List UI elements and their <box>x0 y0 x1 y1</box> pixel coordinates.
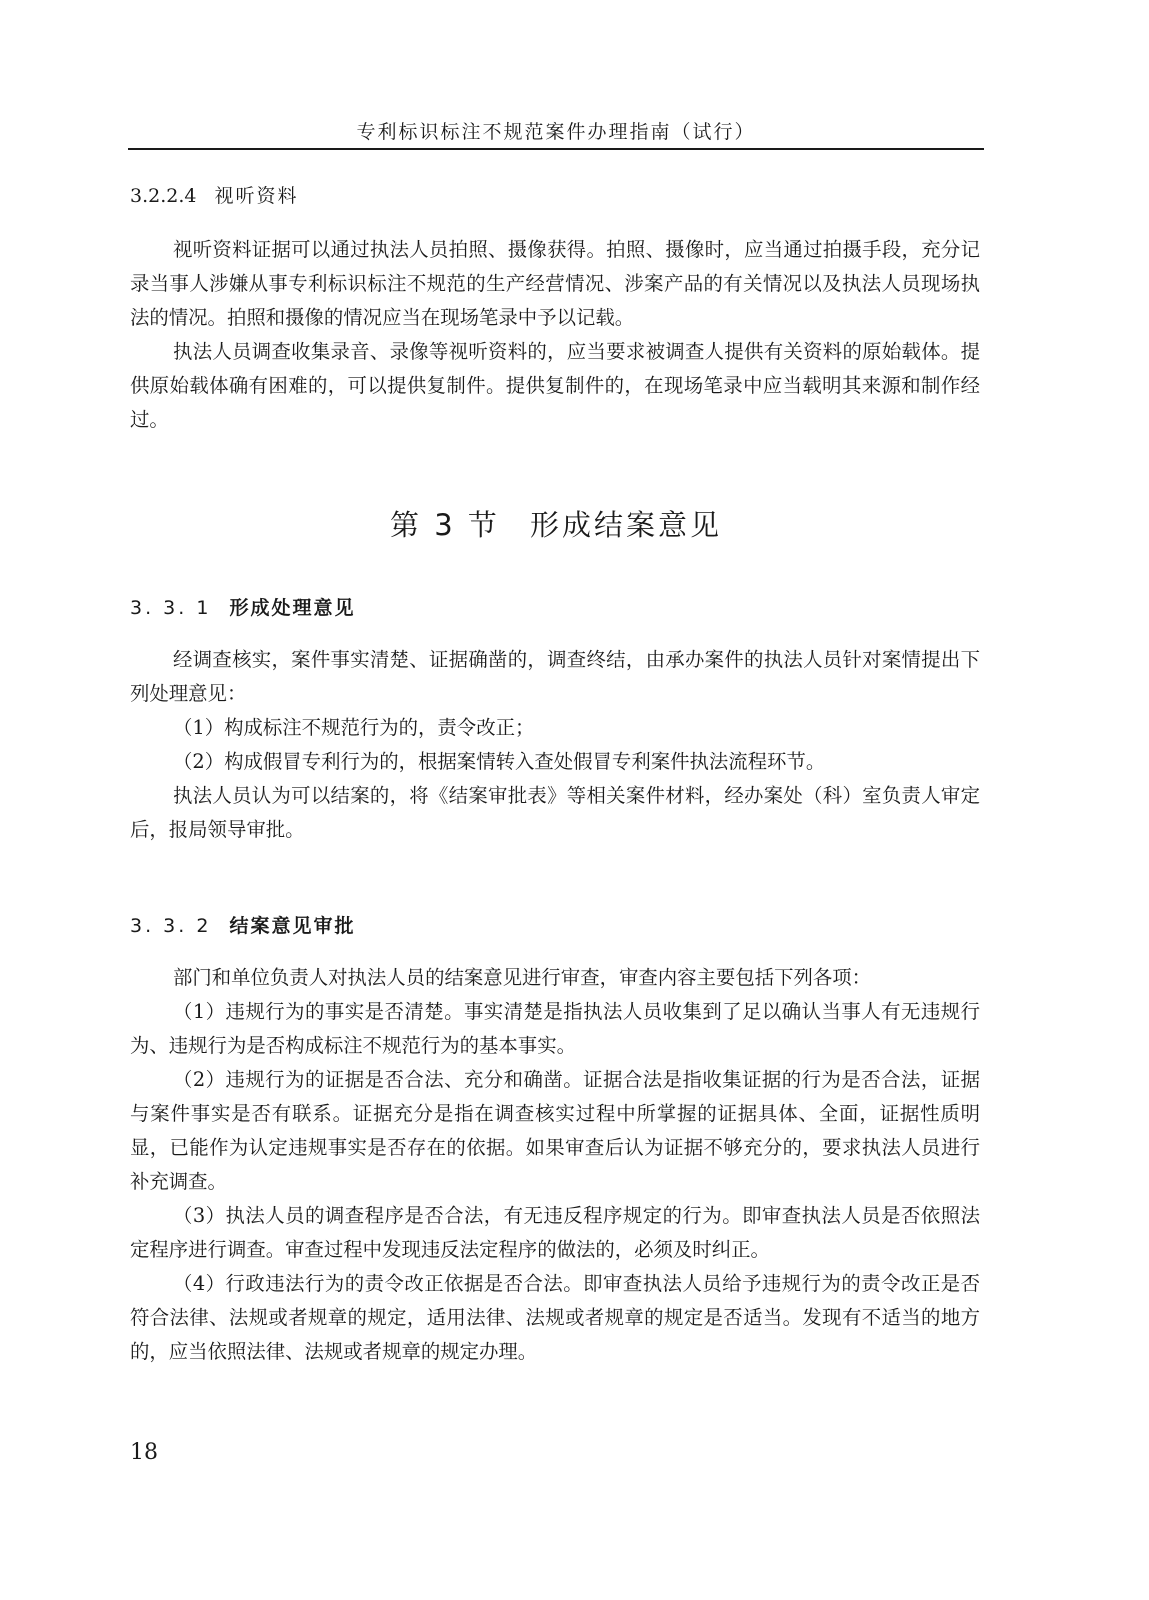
list-item: （4）行政违法行为的责令改正依据是否合法。即审查执法人员给予违规行为的责令改正是否符合法律、法规或者规章的规定，适用法律、法规或者规章的规定是否适当。发现有不适当的地方的，应当依照法律、法规或者规章的规定办理。 <box>130 1272 980 1363</box>
paragraph: 执法人员调查收集录音、录像等视听资料的，应当要求被调查人提供有关资料的原始载体。提供原始载体确有困难的，可以提供复制件。提供复制件的，在现场笔录中应当载明其来源和制作经过。 <box>130 340 980 431</box>
heading-3-3-1 <box>130 594 355 622</box>
section-3-3-2-body <box>130 961 980 1369</box>
heading-title: 结案意见审批 <box>229 915 356 937</box>
heading-number: 3. 3. 2 <box>130 915 212 937</box>
paragraph: 部门和单位负责人对执法人员的结案意见进行审查，审查内容主要包括下列各项： <box>173 966 872 989</box>
heading-title: 形成处理意见 <box>229 597 356 619</box>
section-number: 第 3 节 <box>390 508 500 542</box>
heading-number: 3. 3. 1 <box>130 597 212 619</box>
list-item: （1）违规行为的事实是否清楚。事实清楚是指执法人员收集到了足以确认当事人有无违规行为、违规行为是否构成标注不规范行为的基本事实。 <box>130 1000 980 1057</box>
heading-number: 3.2.2.4 <box>130 185 197 207</box>
paragraph: 执法人员认为可以结案的，将《结案审批表》等相关案件材料，经办案处（科）室负责人审定后，报局领导审批。 <box>130 784 980 841</box>
page-number: 18 <box>130 1440 158 1465</box>
paragraph: 经调查核实，案件事实清楚、证据确凿的，调查终结，由承办案件的执法人员针对案情提出下列处理意见： <box>130 648 980 705</box>
paragraph: 视听资料证据可以通过执法人员拍照、摄像获得。拍照、摄像时，应当通过拍摄手段，充分记录当事人涉嫌从事专利标识标注不规范的生产经营情况、涉案产品的有关情况以及执法人员现场执法的情况。拍照和摄像的情况应当在现场笔录中予以记载。 <box>130 238 980 329</box>
section-3-2-2-4-body <box>130 233 980 437</box>
section-3-3-1-body <box>130 643 980 847</box>
running-header: 专利标识标注不规范案件办理指南（试行） <box>128 118 984 150</box>
heading-3-3-2 <box>130 912 355 940</box>
list-item: （1）构成标注不规范行为的，责令改正； <box>173 716 535 739</box>
list-item: （2）违规行为的证据是否合法、充分和确凿。证据合法是指收集证据的行为是否合法，证据与案件事实是否有联系。证据充分是指在调查核实过程中所掌握的证据具体、全面，证据性质明显，已能作为认定违规事实是否存在的依据。如果审查后认为证据不够充分的，要求执法人员进行补充调查。 <box>130 1068 980 1193</box>
section-title <box>128 505 984 545</box>
heading-title: 视听资料 <box>214 185 299 207</box>
section-name: 形成结案意见 <box>529 508 722 542</box>
heading-3-2-2-4 <box>130 182 299 210</box>
list-item: （3）执法人员的调查程序是否合法，有无违反程序规定的行为。即审查执法人员是否依照法定程序进行调查。审查过程中发现违反法定程序的做法的，必须及时纠正。 <box>130 1204 980 1261</box>
list-item: （2）构成假冒专利行为的，根据案情转入查处假冒专利案件执法流程环节。 <box>173 750 826 773</box>
